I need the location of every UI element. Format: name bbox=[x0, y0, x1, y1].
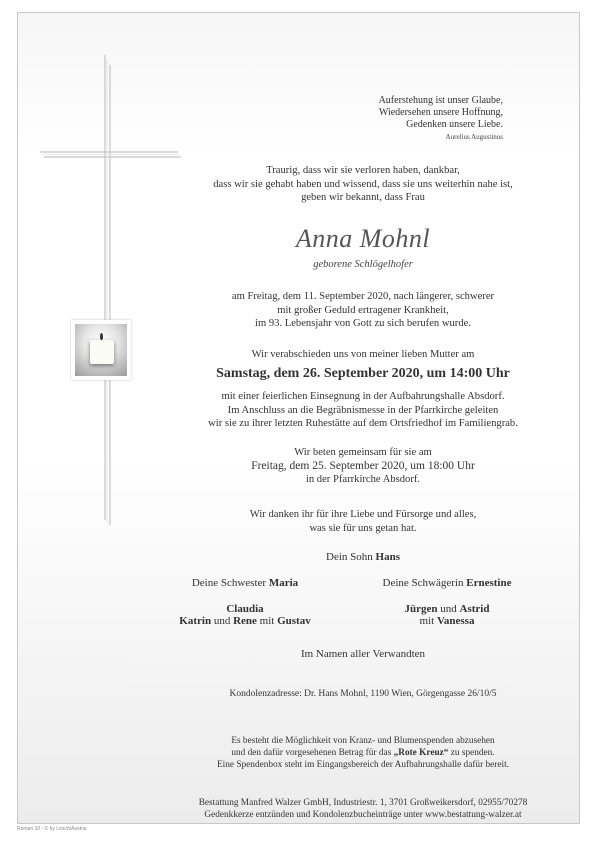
prayer-line: Wir beten gemeinsam für sie am bbox=[294, 447, 432, 458]
grandchild-name: Vanessa bbox=[436, 615, 475, 627]
candle-image bbox=[71, 320, 131, 380]
prayer-line: Freitag, dem 25. September 2020, um 18:00 Uhr bbox=[251, 459, 475, 472]
undertaker-line: Bestattung Manfred Walzer GmbH, Industriestr. 1, 3701 Großweikersdorf, 02955/70278 bbox=[198, 798, 528, 808]
death-line: mit großer Geduld ertragener Krankheit, bbox=[277, 304, 449, 316]
thanks-line: Wir danken ihr für ihre Liebe und Fürsorge und alles, bbox=[249, 509, 477, 520]
death-line: am Freitag, dem 11. September 2020, nach längerer, schwerer bbox=[231, 291, 495, 302]
prayer-line: in der Pfarrkirche Absdorf. bbox=[305, 474, 421, 486]
sister-in-law-label: Deine Schwägerin bbox=[382, 577, 464, 589]
intro-line: dass wir sie gehabt haben und wissend, dass sie uns weiterhin nahe ist, bbox=[213, 178, 513, 190]
quote-block bbox=[379, 95, 503, 143]
thanks-line: was sie für uns getan hat. bbox=[309, 522, 417, 534]
footer-note: Roman 10 - © by Lösch/Austria bbox=[17, 826, 87, 832]
farewell-intro: Wir verabschieden uns von meiner lieben Mutter am bbox=[251, 349, 475, 360]
conjunction: und bbox=[440, 603, 457, 615]
son-line bbox=[150, 551, 576, 563]
grandchild-name: Astrid bbox=[459, 603, 490, 615]
undertaker-website-line: Gedenkkerze entzünden und Kondolenzbucheinträge unter www.bestattung-walzer.at bbox=[204, 810, 522, 820]
grandchildren-left bbox=[170, 603, 320, 627]
death-line: im 93. Lebensjahr von Gott zu sich berufen wurde. bbox=[255, 318, 471, 330]
funeral-line: Im Anschluss an die Begräbnismesse in der Pfarrkirche geleiten bbox=[227, 404, 499, 416]
intro-line: geben wir bekannt, dass Frau bbox=[301, 192, 425, 204]
sister-name: Maria bbox=[268, 577, 299, 589]
undertaker-info bbox=[150, 797, 576, 821]
funeral-details bbox=[150, 390, 576, 431]
relatives-line: Im Namen aller Verwandten bbox=[300, 648, 426, 660]
thanks-text bbox=[150, 508, 576, 535]
quote-author: Aurelius Augustinus bbox=[445, 133, 503, 141]
maiden-name: geborene Schlögelhofer bbox=[313, 259, 413, 270]
donation-line: Es besteht die Möglichkeit von Kranz- und Blumenspenden abzusehen bbox=[231, 736, 495, 746]
sister-line bbox=[170, 577, 320, 589]
sister-in-law-line bbox=[362, 577, 532, 589]
donation-text-post: zu spenden. bbox=[450, 748, 495, 758]
intro-line: Traurig, dass wir sie verloren haben, dankbar, bbox=[266, 165, 460, 176]
son-name: Hans bbox=[375, 551, 400, 563]
donation-line: Eine Spendenbox steht im Eingangsbereich der Aufbahrungshalle dafür bereit. bbox=[217, 760, 509, 770]
sister-label: Deine Schwester bbox=[191, 577, 267, 589]
grandchild-name: Gustav bbox=[277, 615, 311, 627]
quote-line: Gedenken unsere Liebe. bbox=[406, 119, 503, 130]
sister-in-law-name: Ernestine bbox=[466, 577, 512, 589]
donation-text-pre: und den dafür vorgesehenen Betrag für das bbox=[231, 748, 392, 758]
funeral-date: Samstag, dem 26. September 2020, um 14:00 Uhr bbox=[216, 366, 510, 381]
conjunction: und bbox=[213, 615, 231, 627]
deceased-name: Anna Mohnl bbox=[295, 224, 431, 253]
donation-organization: „Rote Kreuz“ bbox=[393, 748, 449, 758]
son-label: Dein Sohn bbox=[326, 551, 373, 563]
donation-text bbox=[150, 735, 576, 771]
conjunction: mit bbox=[259, 615, 275, 627]
death-text bbox=[150, 290, 576, 331]
grandchild-name: Jürgen bbox=[404, 603, 438, 615]
grandchildren-right bbox=[362, 603, 532, 627]
condolence-address: Kondolenzadresse: Dr. Hans Mohnl, 1190 Wien, Görgengasse 26/10/5 bbox=[229, 689, 497, 699]
funeral-line: wir sie zu ihrer letzten Ruhestätte auf dem Ortsfriedhof im Familiengrab. bbox=[208, 418, 518, 430]
grandchild-name: Claudia bbox=[226, 603, 264, 615]
funeral-line: mit einer feierlichen Einsegnung in der Aufbahrungshalle Absdorf. bbox=[221, 391, 505, 402]
quote-line: Wiedersehen unsere Hoffnung, bbox=[378, 107, 503, 118]
grandchild-name: Rene bbox=[233, 615, 257, 627]
grandchild-name: Katrin bbox=[179, 615, 212, 627]
quote-line: Auferstehung ist unser Glaube, bbox=[378, 95, 503, 106]
intro-text bbox=[150, 164, 576, 205]
prayer-text bbox=[150, 446, 576, 487]
donation-line bbox=[150, 747, 576, 759]
conjunction: mit bbox=[419, 615, 435, 627]
